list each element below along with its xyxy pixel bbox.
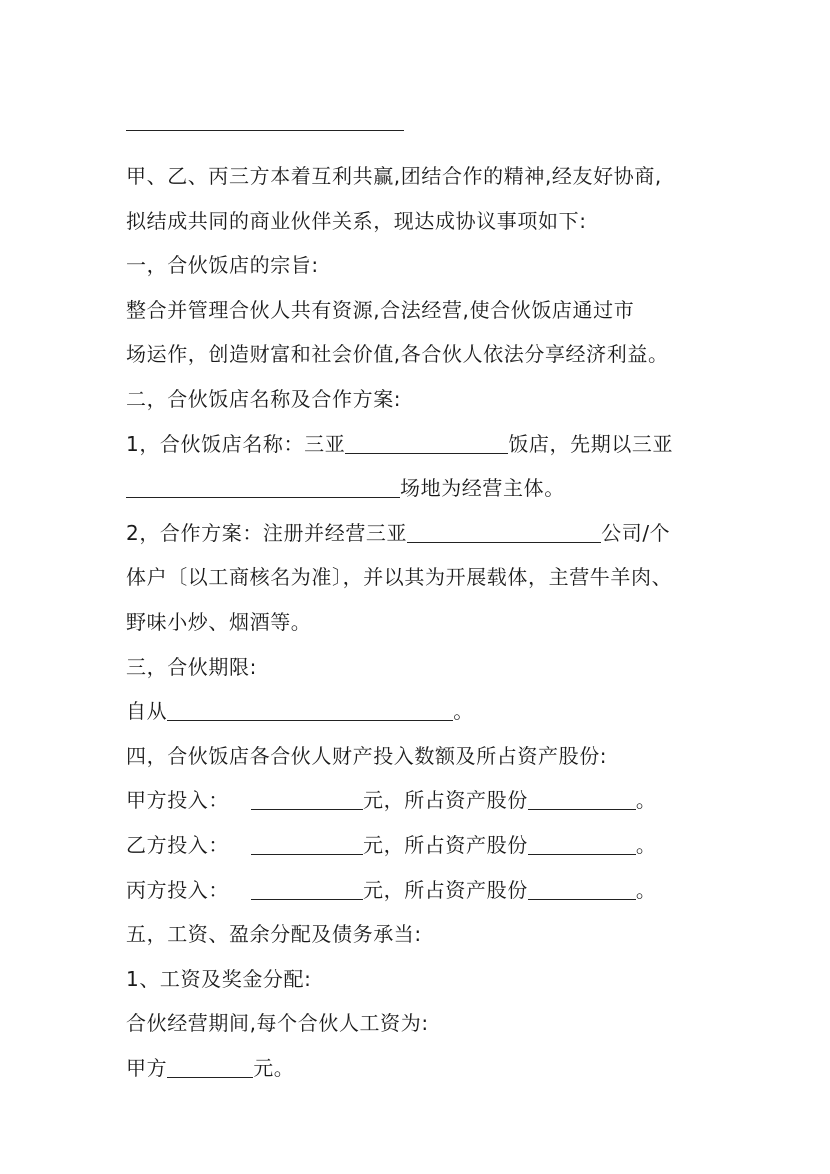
paragraph-line: 体户〔以工商核名为准〕，并以其为开展载体，主营牛羊肉、 bbox=[126, 565, 673, 590]
text: 1，合伙饭店名称：三亚 bbox=[126, 431, 346, 456]
share-blank[interactable] bbox=[528, 787, 636, 810]
paragraph-line: 甲、乙、丙三方本着互利共赢,团结合作的精神,经友好协商, bbox=[126, 164, 662, 188]
text: 公司/个 bbox=[601, 520, 671, 545]
text: 饭店，先期以三亚 bbox=[508, 431, 674, 456]
share-blank[interactable] bbox=[528, 877, 636, 900]
salary-blank[interactable] bbox=[167, 1055, 253, 1078]
document-body bbox=[126, 154, 726, 1090]
paragraph-line: 野味小炒、烟酒等。 bbox=[126, 609, 312, 634]
text: 元，所占资产股份 bbox=[363, 788, 528, 813]
text: 。 bbox=[453, 699, 474, 724]
paragraph-line bbox=[126, 1046, 726, 1091]
section-heading: 五，工资、盈余分配及债务承当: bbox=[126, 922, 422, 947]
term-blank[interactable] bbox=[167, 698, 453, 721]
paragraph-line bbox=[126, 466, 726, 511]
amount-blank[interactable] bbox=[251, 787, 363, 810]
paragraph-line bbox=[126, 422, 726, 467]
paragraph-line: 场运作，创造财富和社会价值,各合伙人依法分享经济利益。 bbox=[126, 342, 669, 367]
section-heading: 四，合伙饭店各合伙人财产投入数额及所占资产股份: bbox=[126, 743, 608, 768]
company-name-blank[interactable] bbox=[407, 520, 601, 543]
amount-blank[interactable] bbox=[251, 877, 363, 900]
investment-line bbox=[126, 778, 726, 823]
title-blank-line bbox=[126, 130, 404, 131]
party-label: 甲方投入： bbox=[126, 788, 229, 813]
share-blank[interactable] bbox=[528, 832, 636, 855]
text: 元。 bbox=[253, 1055, 295, 1080]
text: 。 bbox=[635, 877, 657, 902]
text: 场地为经营主体。 bbox=[400, 476, 565, 501]
venue-blank[interactable] bbox=[126, 475, 400, 498]
section-heading: 三，合伙期限: bbox=[126, 654, 257, 679]
text: 。 bbox=[635, 832, 657, 857]
text: 元，所占资产股份 bbox=[363, 877, 528, 902]
text: 元，所占资产股份 bbox=[363, 832, 528, 857]
party-label: 丙方投入： bbox=[126, 877, 229, 902]
text: 2，合作方案：注册并经营三亚 bbox=[126, 520, 408, 545]
restaurant-name-blank[interactable] bbox=[345, 431, 508, 454]
section-heading: 一，合伙饭店的宗旨: bbox=[126, 253, 319, 278]
investment-line bbox=[126, 823, 726, 868]
text: 甲方 bbox=[126, 1055, 168, 1080]
paragraph-line bbox=[126, 511, 726, 556]
investment-line bbox=[126, 868, 726, 913]
paragraph-line: 拟结成共同的商业伙伴关系，现达成协议事项如下: bbox=[126, 208, 587, 233]
text: 。 bbox=[635, 788, 657, 813]
amount-blank[interactable] bbox=[251, 832, 363, 855]
section-heading: 二，合伙饭店名称及合作方案: bbox=[126, 386, 402, 411]
paragraph-line: 整合并管理合伙人共有资源,合法经营,使合伙饭店通过市 bbox=[126, 297, 635, 322]
party-label: 乙方投入： bbox=[126, 832, 229, 857]
subsection-heading: 1、工资及奖金分配: bbox=[126, 966, 312, 991]
text: 自从 bbox=[126, 699, 168, 724]
paragraph-line: 合伙经营期间,每个合伙人工资为: bbox=[126, 1011, 429, 1036]
paragraph-line bbox=[126, 689, 726, 734]
